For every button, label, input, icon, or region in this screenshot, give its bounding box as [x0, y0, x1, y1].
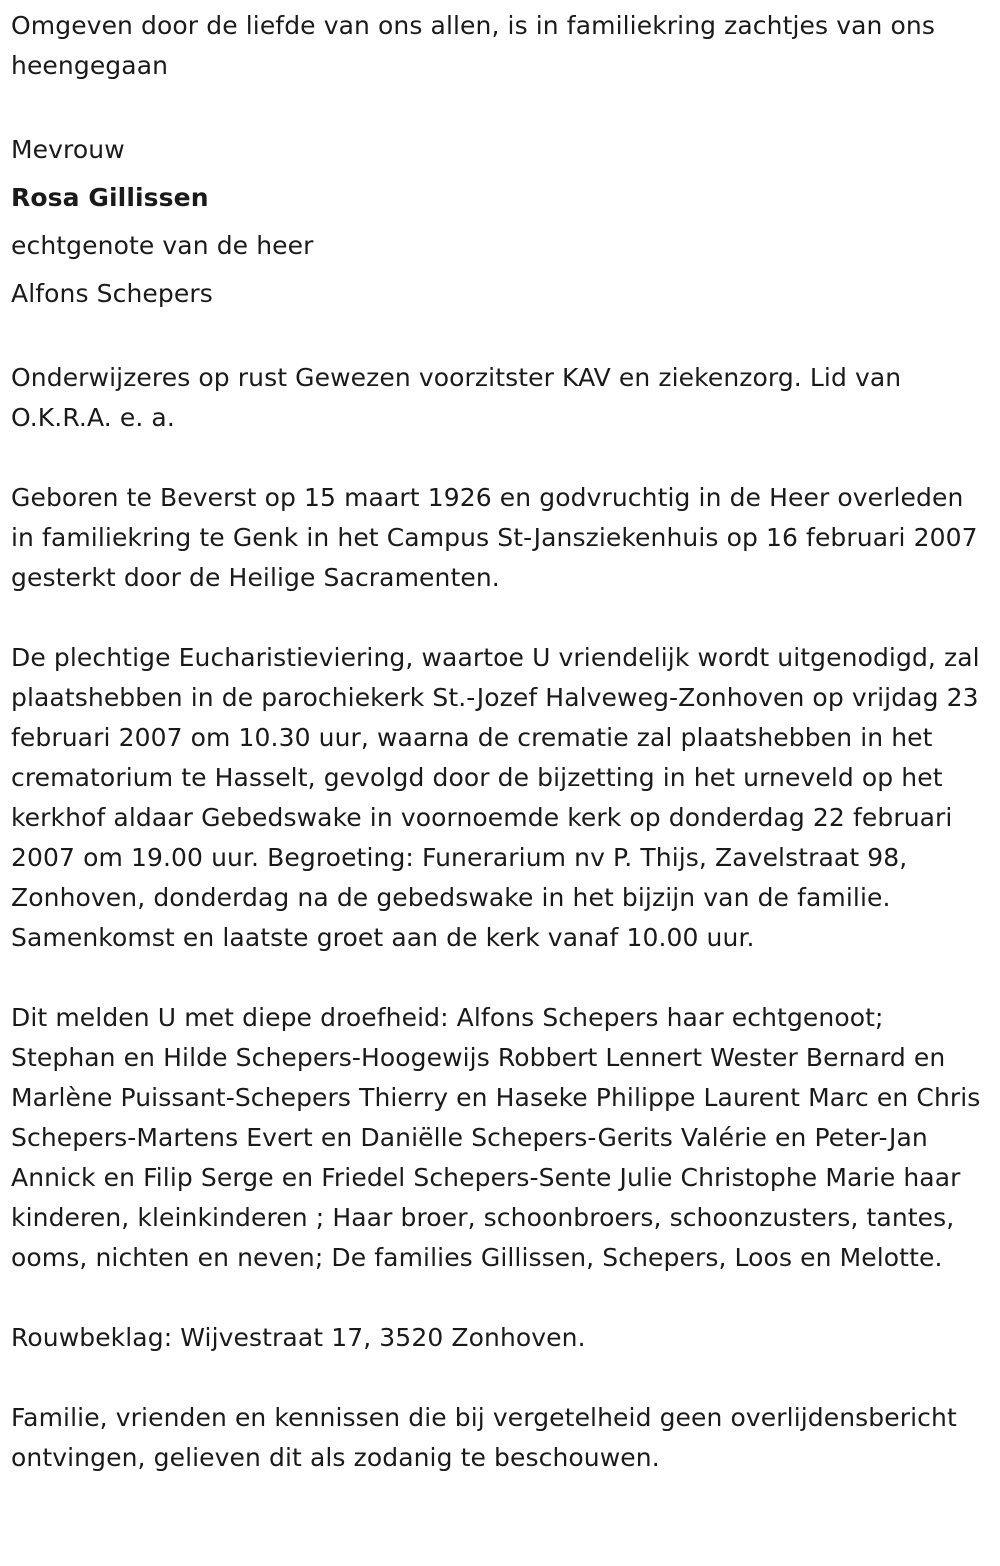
ceremony-text: De plechtige Eucharistieviering, waartoe U vriendelijk wordt uitgenodigd, zal plaatshebben in de parochiekerk St.-Jozef Halveweg-Zonhoven op vrijdag 23 februari 2007 om 10.30 uur, waarna de crematie zal plaatshebben in het crematorium te Hasselt, gevolgd door de bijzetting in het urneveld op het kerkhof aldaar Gebedswake in voornoemde kerk op donderdag 22 februari 2007 om 19.00 uur. Begroeting: Funerarium nv P. Thijs, Zavelstraat 98, Zonhoven, donderdag na de gebedswake in het bijzijn van de familie. Samenkomst en laatste groet aan de kerk vanaf 10.00 uur. [11, 643, 980, 952]
spacer [11, 1358, 990, 1398]
birth-death-text: Geboren te Beverst op 15 maart 1926 en godvruchtig in de Heer overleden in familiekring te Genk in het Campus St-Jansziekenhuis op 16 februari 2007 gesterkt door de Heilige Sacramenten. [11, 483, 978, 592]
deceased-name: Rosa Gillissen [11, 183, 209, 212]
profession-text: Onderwijzeres op rust Gewezen voorzitster KAV en ziekenzorg. Lid van O.K.R.A. e. a. [11, 363, 902, 432]
spacer [11, 1278, 990, 1318]
spouse-label: echtgenote van de heer [11, 231, 314, 260]
closing-text: Familie, vrienden en kennissen die bij vergetelheid geen overlijdensbericht ontvingen, gelieven dit als zodanig te beschouwen. [11, 1403, 957, 1472]
spouse-name: Alfons Schepers [11, 279, 213, 308]
spacer [11, 438, 990, 478]
condolence-address: Rouwbeklag: Wijvestraat 17, 3520 Zonhoven. [11, 1323, 586, 1352]
title-prefix: Mevrouw [11, 135, 125, 164]
spacer [11, 318, 990, 358]
spacer [11, 598, 990, 638]
intro-text: Omgeven door de liefde van ons allen, is in familiekring zachtjes van ons heengegaan [11, 11, 935, 80]
spacer [11, 86, 990, 126]
spacer [11, 958, 990, 998]
family-text: Dit melden U met diepe droefheid: Alfons Schepers haar echtgenoot; Stephan en Hilde Schepers-Hoogewijs Robbert Lennert Wester Bernard en Marlène Puissant-Schepers Thierry en Haseke Philippe Laurent Marc en Chris Schepers-Martens Evert en Daniëlle Schepers-Gerits Valérie en Peter-Jan Annick en Filip Serge en Friedel Schepers-Sente Julie Christophe Marie haar kinderen, kleinkinderen ; Haar broer, schoonbroers, schoonzusters, tantes, ooms, nichten en neven; De families Gillissen, Schepers, Loos en Melotte. [11, 1003, 981, 1272]
